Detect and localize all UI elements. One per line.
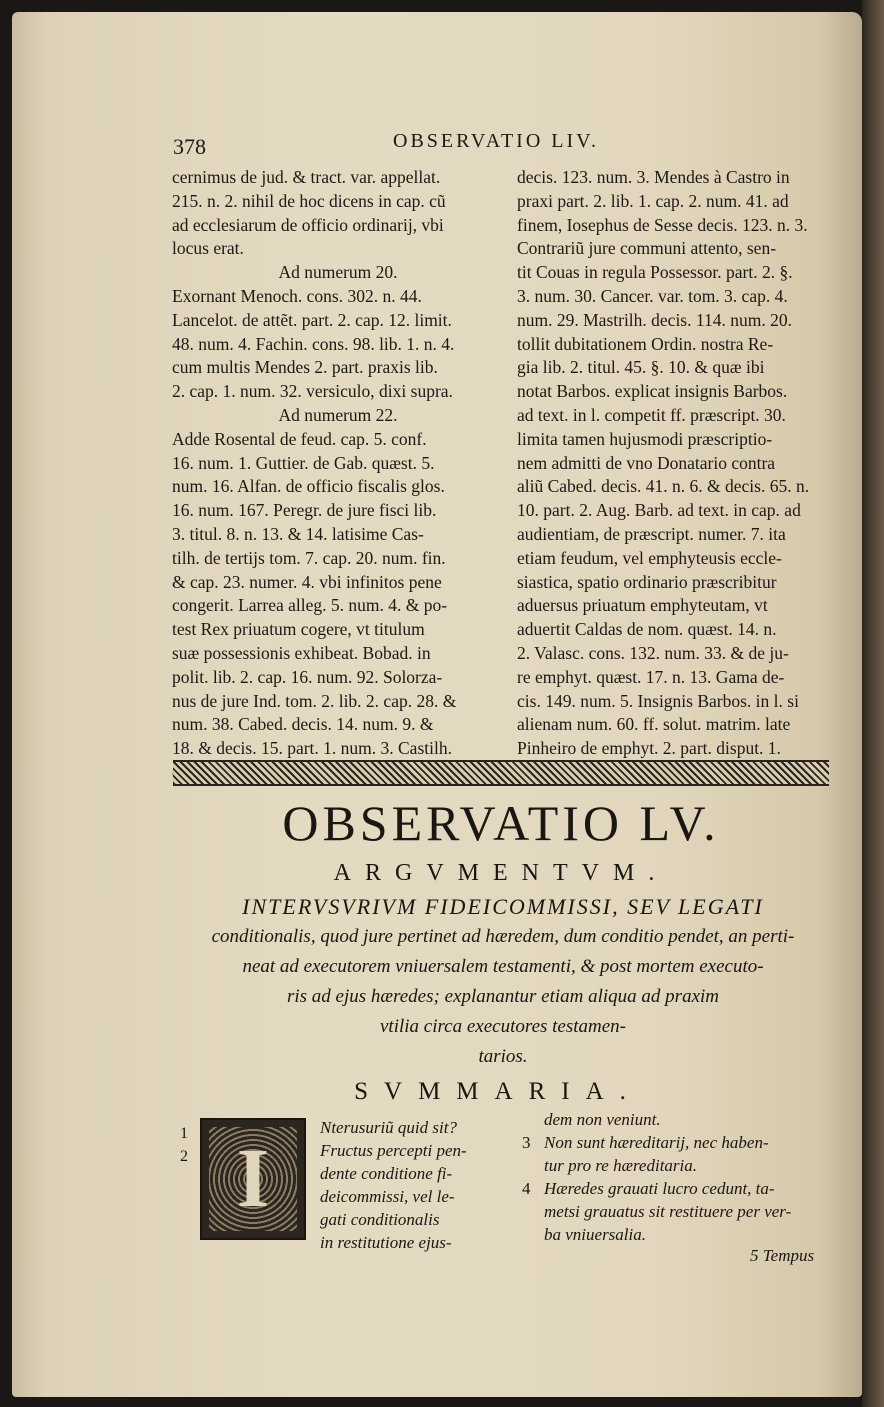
text-line: tollit dubitationem Ordin. nostra Re- (517, 333, 774, 354)
text-line: & cap. 23. numer. 4. vbi infinitos pene (172, 571, 442, 592)
summaria-left-text (320, 1116, 512, 1254)
text-line: 16. num. 1. Guttier. de Gab. quæst. 5. (172, 452, 435, 473)
summaria-number: 4 (522, 1179, 531, 1198)
summaria-number (522, 1108, 544, 1131)
running-title: OBSERVATIO LIV. (393, 130, 600, 152)
summaria-entry (522, 1177, 822, 1200)
text-line: audientiam, de præscript. numer. 7. ita (517, 523, 786, 544)
text-line: Ad numerum 22. (278, 404, 398, 425)
summaria-number (522, 1223, 544, 1246)
summaria-entry (522, 1108, 822, 1131)
text-line: nus de jure Ind. tom. 2. lib. 2. cap. 28. & (172, 690, 457, 711)
text-line: aliũ Cabed. decis. 41. n. 6. & decis. 65. n. (517, 476, 810, 497)
left-column (172, 166, 504, 785)
text-line: locus erat. (172, 238, 244, 259)
text-line: gia lib. 2. titul. 45. §. 10. & quæ ibi (517, 357, 765, 378)
right-column (517, 166, 837, 785)
summaria-number (522, 1200, 544, 1223)
text-line: aduertit Caldas de nom. quæst. 14. n. (517, 619, 777, 640)
text-line: tilh. de tertijs tom. 7. cap. 20. num. fin. (172, 547, 446, 568)
summaria-heading: SVMMARIA. (354, 1078, 642, 1105)
text-line: congerit. Larrea alleg. 5. num. 4. & po- (172, 595, 448, 616)
initial-letter: I (236, 1132, 270, 1225)
text-line: 215. n. 2. nihil de hoc dicens in cap. cũ (172, 190, 446, 211)
summaria-numbers (180, 1122, 188, 1168)
summaria-right-text (522, 1108, 822, 1246)
text-line: 3. num. 30. Cancer. var. tom. 3. cap. 4. (517, 285, 788, 306)
text-line: ad text. in l. competit ff. præscript. 30. (517, 404, 786, 425)
observatio-title: OBSERVATIO LV. (282, 795, 720, 851)
text-line: ad ecclesiarum de officio ordinarij, vbi (172, 214, 444, 235)
summaria-entry (522, 1131, 822, 1154)
summaria-line: gati conditionalis (320, 1210, 440, 1229)
text-line: Ad numerum 20. (278, 262, 398, 283)
summaria-line: Nterusuriũ quid sit? (320, 1118, 457, 1137)
text-line: Lancelot. de attẽt. part. 2. cap. 12. limit. (172, 309, 452, 330)
text-line: limita tamen hujusmodi præscriptio- (517, 428, 773, 449)
text-line: 2. cap. 1. num. 32. versiculo, dixi supra. (172, 381, 453, 402)
summaria-line: dente conditione fi- (320, 1164, 453, 1183)
summaria-number: 1 (180, 1125, 188, 1142)
text-line: notat Barbos. explicat insignis Barbos. (517, 381, 788, 402)
text-line: 3. titul. 8. n. 13. & 14. latisime Cas- (172, 523, 424, 544)
summaria-number: 3 (522, 1133, 531, 1152)
decorated-initial (200, 1118, 306, 1240)
text-line: aduersus priuatum emphyteutam, vt (517, 595, 768, 616)
text-line: suæ possessionis exhibeat. Bobad. in (172, 642, 431, 663)
argumentum-line: INTERVSVRIVM FIDEICOMMISSI, SEV LEGATI (242, 894, 764, 919)
argumentum-text (173, 892, 833, 1072)
argumentum-heading: ARGVMENTVM. (333, 860, 669, 886)
summaria-entry (522, 1154, 822, 1177)
text-line: finem, Iosephus de Sesse decis. 123. n. 3. (517, 214, 808, 235)
text-line: nem admitti de vno Donatario contra (517, 452, 776, 473)
text-line: 48. num. 4. Fachin. cons. 98. lib. 1. n. 4. (172, 333, 455, 354)
text-line: polit. lib. 2. cap. 16. num. 92. Solorza- (172, 666, 443, 687)
argumentum-line: tarios. (478, 1046, 528, 1067)
text-line: 10. part. 2. Aug. Barb. ad text. in cap. ad (517, 500, 801, 521)
summaria-line: tur pro re hæreditaria. (544, 1156, 698, 1175)
page-edge (862, 0, 884, 1407)
text-line: cum multis Mendes 2. part. praxis lib. (172, 357, 438, 378)
summaria-line: Hæredes grauati lucro cedunt, ta- (544, 1179, 775, 1198)
summaria-line: Non sunt hæreditarij, nec haben- (544, 1133, 769, 1152)
text-line: cis. 149. num. 5. Insignis Barbos. in l. si (517, 690, 799, 711)
text-line: re emphyt. quæst. 17. n. 13. Gama de- (517, 666, 785, 687)
text-line: praxi part. 2. lib. 1. cap. 2. num. 41. ad (517, 190, 789, 211)
text-line: Contrariũ jure communi attento, sen- (517, 238, 777, 259)
text-line: Exornant Menoch. cons. 302. n. 44. (172, 285, 422, 306)
text-line: num. 38. Cabed. decis. 14. num. 9. & (172, 714, 434, 735)
summaria-line: Fructus percepti pen- (320, 1141, 467, 1160)
summaria-entry (522, 1223, 822, 1246)
text-line: Adde Rosental de feud. cap. 5. conf. (172, 428, 427, 449)
summaria-line: dem non veniunt. (544, 1110, 661, 1129)
summaria-line: ba vniuersalia. (544, 1225, 646, 1244)
text-line: Pinheiro de emphyt. 2. part. disput. 1. (517, 738, 781, 759)
text-line: etiam feudum, vel emphyteusis eccle- (517, 547, 782, 568)
ornamental-divider (173, 760, 829, 786)
text-line: test Rex priuatum cogere, vt titulum (172, 619, 425, 640)
text-line: siastica, spatio ordinario præscribitur (517, 571, 777, 592)
page-number: 378 (173, 134, 206, 159)
summaria-number: 2 (180, 1148, 188, 1165)
summaria-number (522, 1154, 544, 1177)
text-line: tit Couas in regula Possessor. part. 2. §. (517, 262, 793, 283)
summaria-line: in restitutione ejus- (320, 1233, 452, 1252)
text-line: alienam num. 60. ff. solut. matrim. late (517, 714, 791, 735)
catchword: 5 Tempus (750, 1246, 815, 1265)
text-line: cernimus de jud. & tract. var. appellat. (172, 167, 441, 187)
text-line: 16. num. 167. Peregr. de jure fisci lib. (172, 500, 437, 521)
argumentum-line: neat ad executorem vniuersalem testamenti, & post mortem executo- (242, 956, 764, 977)
initial-ornament (209, 1127, 297, 1231)
text-line: 18. & decis. 15. part. 1. num. 3. Castilh. (172, 738, 452, 759)
page-header (165, 130, 835, 162)
summaria-line: deicommissi, vel le- (320, 1187, 455, 1206)
text-line: 2. Valasc. cons. 132. num. 33. & de ju- (517, 642, 789, 663)
text-line: decis. 123. num. 3. Mendes à Castro in (517, 167, 790, 187)
summaria-entry (522, 1200, 822, 1223)
text-line: num. 29. Mastrilh. decis. 114. num. 20. (517, 309, 792, 330)
argumentum-line: ris ad ejus hæredes; explanantur etiam aliqua ad praxim (286, 986, 720, 1007)
argumentum-line: vtilia circa executores testamen- (379, 1016, 627, 1037)
summaria-line: metsi grauatus sit restituere per ver- (544, 1202, 792, 1221)
argumentum-line: conditionalis, quod jure pertinet ad hæredem, dum conditio pendet, an perti- (211, 926, 795, 947)
text-line: num. 16. Alfan. de officio fiscalis glos. (172, 476, 445, 497)
